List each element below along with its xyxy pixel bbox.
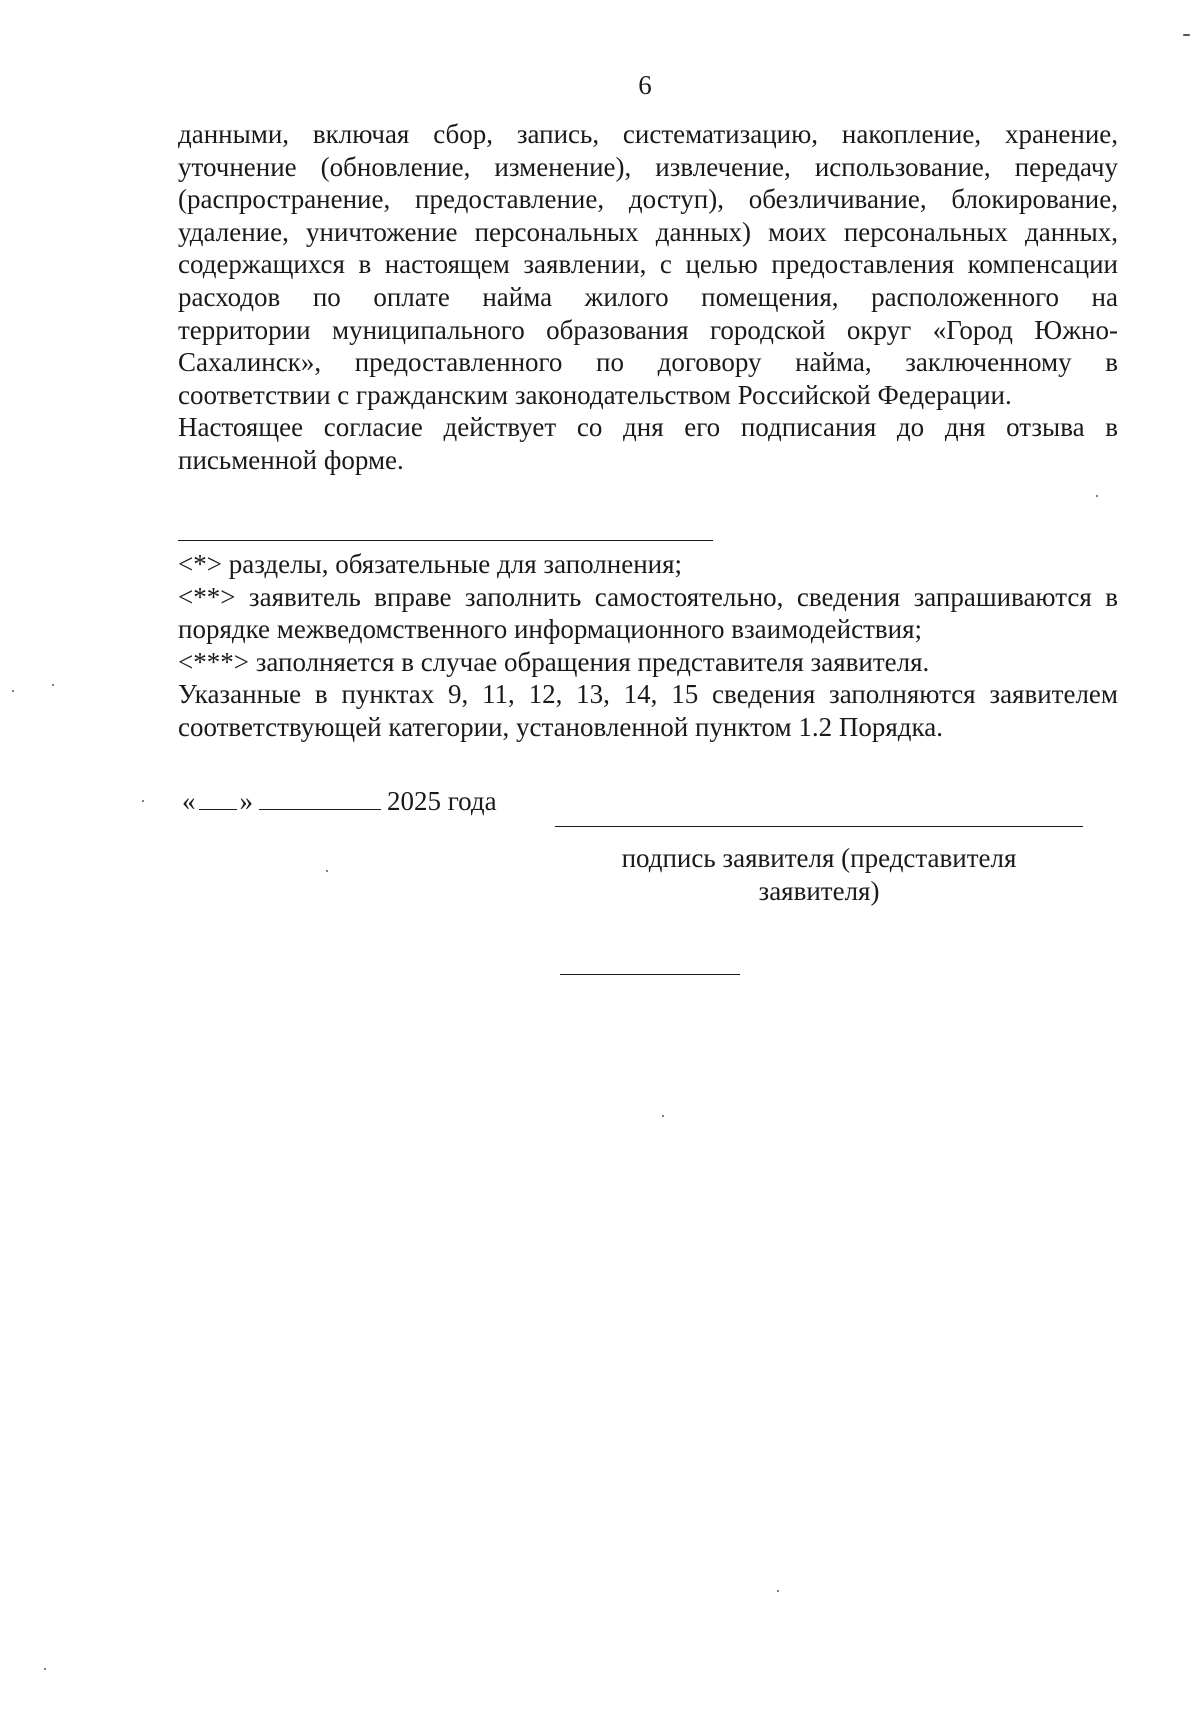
scan-speck <box>326 870 328 872</box>
body-line: данными, включая сбор, запись, систематизацию, накопление, хранение, <box>178 119 1118 149</box>
footnote-line: соответствующей категории, установленной пунктом 1.2 Порядка. <box>178 711 943 742</box>
footnote-line: <**> заявитель вправе заполнить самостоятельно, сведения запрашиваются в <box>178 581 1118 612</box>
footnote-line: <***> заполняется в случае обращения представителя заявителя. <box>178 646 930 677</box>
body-line: содержащихся в настоящем заявлении, с целью предоставления компенсации <box>178 249 1118 280</box>
footnote-line: порядке межведомственного информационного взаимодействия; <box>178 614 922 645</box>
scan-speck <box>12 690 14 692</box>
signature-caption-line: подпись заявителя (представителя <box>621 843 1017 873</box>
date-field <box>182 786 497 817</box>
body-line: уточнение (обновление, изменение), извлечение, использование, передачу <box>178 151 1118 182</box>
consent-paragraph <box>178 118 1118 477</box>
scan-speck <box>1096 495 1098 497</box>
date-close-quote: » <box>239 786 253 816</box>
date-open-quote: « <box>182 786 196 816</box>
signature-caption-line: заявителя) <box>758 875 880 906</box>
scan-speck <box>1183 34 1190 36</box>
scan-speck <box>44 1668 46 1670</box>
body-line: территории муниципального образования городской округ «Город Южно- <box>178 314 1118 345</box>
body-line: (распространение, предоставление, доступ), обезличивание, блокирование, <box>178 184 1118 215</box>
body-line: Сахалинск», предоставленного по договору найма, заключенному в <box>178 347 1118 378</box>
body-line: соответствии с гражданским законодательством Российской Федерации. <box>178 379 1012 410</box>
page-number: 6 <box>638 70 652 100</box>
body-line: удаление, уничтожение персональных данных) моих персональных данных, <box>178 216 1118 247</box>
date-year: 2025 года <box>387 786 497 816</box>
end-separator <box>560 974 740 975</box>
footnote-line: Указанные в пунктах 9, 11, 12, 13, 14, 15 сведения заполняются заявителем <box>178 679 1118 710</box>
signature-caption <box>555 842 1083 907</box>
body-line: письменной форме. <box>178 444 404 475</box>
scan-speck <box>52 684 54 686</box>
signature-line <box>555 826 1083 827</box>
body-line: Настоящее согласие действует со дня его подписания до дня отзыва в <box>178 412 1118 443</box>
footnote-separator <box>178 540 713 541</box>
scan-speck <box>142 800 144 802</box>
scan-speck <box>662 1115 664 1117</box>
scan-speck <box>777 1590 779 1592</box>
footnotes <box>178 548 1118 744</box>
day-blank <box>199 787 237 810</box>
body-line: расходов по оплате найма жилого помещения, расположенного на <box>178 281 1118 312</box>
month-blank <box>259 787 381 810</box>
footnote-line: <*> разделы, обязательные для заполнения; <box>178 549 683 579</box>
